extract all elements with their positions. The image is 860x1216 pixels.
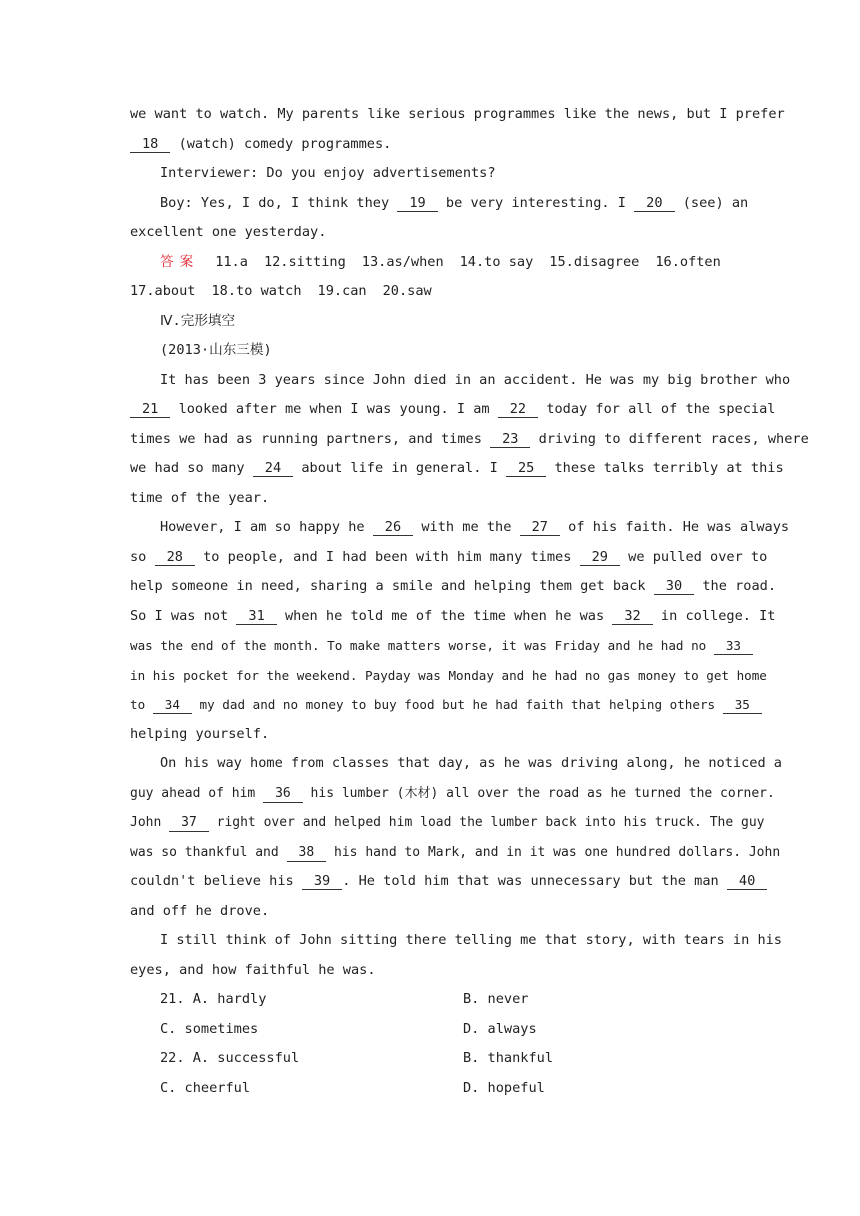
text-line — [130, 956, 732, 986]
text-line — [130, 631, 742, 661]
option-right: D. hopeful — [463, 1079, 545, 1096]
answer-item: 12.sitting — [263, 253, 346, 270]
answer-line — [130, 248, 732, 278]
answer-line — [130, 277, 732, 307]
text-line — [130, 159, 732, 189]
text: these talks terribly at this — [554, 460, 784, 476]
text: so — [130, 548, 147, 565]
blank-26: 26 — [373, 519, 413, 536]
option-right: D. always — [463, 1020, 537, 1037]
blank-37: 37 — [169, 815, 209, 832]
answer-label: 答案 — [160, 253, 200, 270]
blank-40: 40 — [727, 873, 767, 890]
text-line — [130, 130, 732, 160]
text-line — [130, 189, 749, 219]
blank-25: 25 — [506, 460, 546, 477]
text-line — [130, 395, 776, 425]
option-row — [130, 1074, 732, 1104]
option-row — [130, 985, 732, 1015]
text: However, I am so happy he — [160, 519, 365, 535]
text: times we had as running partners, and times — [130, 430, 482, 447]
text: . He told him that was unnecessary but the man — [342, 873, 719, 889]
text: It has been 3 years since John died in an accident. He was my big brother who — [160, 371, 791, 388]
option-left: C. sometimes — [160, 1020, 259, 1037]
text: was so thankful and — [130, 844, 279, 860]
text: we had so many — [130, 460, 245, 476]
text: with me the — [421, 519, 512, 535]
text-line — [130, 779, 775, 809]
text: couldn't believe his — [130, 873, 294, 889]
text: my dad and no money to buy food but he had faith that helping others — [199, 697, 716, 712]
text-line — [130, 366, 791, 396]
blank-30: 30 — [654, 578, 694, 595]
blank-39: 39 — [302, 873, 342, 890]
text: (see) an — [682, 194, 749, 211]
text: I still think of John sitting there telling me that story, with tears in his — [160, 932, 782, 948]
text: Ⅳ.完形填空 — [160, 312, 236, 329]
answer-item: 17.about — [130, 283, 196, 299]
text: his hand to Mark, and in it was one hundred dollars. John — [334, 844, 781, 860]
text: eyes, and how faithful he was. — [130, 961, 376, 978]
text: help someone in need, sharing a smile and helping them get back — [130, 578, 646, 594]
section-source — [130, 336, 732, 366]
text: So I was not — [130, 607, 229, 624]
text-line — [130, 808, 765, 838]
text-line — [130, 572, 777, 602]
blank-34: 34 — [153, 697, 192, 714]
text: when he told me of the time when he was — [284, 607, 605, 624]
text: Interviewer: Do you enjoy advertisements? — [160, 165, 496, 181]
text: his lumber (木材) all over the road as he turned the corner. — [310, 785, 775, 801]
text-line — [130, 838, 781, 868]
text: driving to different races, where — [538, 430, 809, 447]
text-line — [130, 100, 785, 130]
option-left: 22. A. successful — [160, 1050, 300, 1066]
text: Boy: Yes, I do, I think they — [160, 194, 390, 211]
option-row — [130, 1044, 732, 1074]
text-line — [130, 484, 732, 514]
text: John — [130, 815, 162, 830]
text-line — [130, 661, 767, 691]
blank-31: 31 — [236, 608, 276, 625]
text: excellent one yesterday. — [130, 224, 327, 240]
text: about life in general. I — [301, 460, 498, 476]
answer-item: 18.to watch — [211, 283, 302, 299]
text: in college. It — [660, 607, 776, 624]
answer-item: 16.often — [655, 253, 721, 270]
text-line — [130, 218, 732, 248]
text: helping yourself. — [130, 725, 270, 742]
text: and off he drove. — [130, 902, 270, 919]
answer-item: 11.a — [215, 253, 248, 270]
text: today for all of the special — [546, 401, 776, 417]
text-line — [130, 897, 732, 927]
blank-32: 32 — [612, 608, 652, 625]
option-left: C. cheerful — [160, 1079, 251, 1096]
blank-38: 38 — [287, 845, 327, 862]
blank-23: 23 — [490, 431, 530, 448]
text: (watch) comedy programmes. — [178, 135, 392, 152]
answer-item: 19.can — [317, 283, 367, 299]
blank-18: 18 — [130, 136, 170, 153]
text: be very interesting. I — [445, 194, 626, 211]
answer-item: 20.saw — [382, 283, 432, 299]
blank-20: 20 — [634, 195, 674, 212]
text: On his way home from classes that day, as he was driving along, he noticed a — [160, 755, 782, 771]
text-line — [130, 720, 732, 750]
blank-21: 21 — [130, 401, 170, 418]
text-line — [130, 513, 790, 543]
blank-24: 24 — [253, 460, 293, 477]
option-left: 21. A. hardly — [160, 991, 267, 1007]
text: looked after me when I was young. I am — [178, 401, 490, 417]
document-body — [130, 100, 809, 1103]
section-title — [130, 307, 732, 337]
text-line — [130, 543, 768, 573]
text-line — [130, 602, 776, 632]
blank-22: 22 — [498, 401, 538, 418]
answer-item: 15.disagree — [549, 253, 640, 270]
text: to people, and I had been with him many times — [203, 548, 572, 565]
text: was the end of the month. To make matters worse, it was Friday and he had no — [130, 638, 707, 653]
text: right over and helped him load the lumber back into his truck. The guy — [216, 815, 765, 830]
option-right: B. thankful — [463, 1050, 554, 1066]
answer-item: 14.to say — [459, 253, 534, 270]
blank-35: 35 — [723, 697, 762, 714]
answer-item: 13.as/when — [361, 253, 444, 270]
text-line — [130, 926, 782, 956]
text: time of the year. — [130, 489, 270, 506]
option-right: B. never — [463, 991, 529, 1007]
text: we want to watch. My parents like serious programmes like the news, but I prefer — [130, 106, 785, 122]
text-line — [130, 690, 750, 720]
text: in his pocket for the weekend. Payday was Monday and he had no gas money to get home — [130, 667, 767, 683]
option-row — [130, 1015, 732, 1045]
blank-28: 28 — [155, 549, 195, 566]
blank-33: 33 — [714, 638, 753, 655]
text-line — [130, 867, 756, 897]
text: guy ahead of him — [130, 785, 256, 801]
text-line — [130, 425, 809, 455]
text: (2013·山东三模) — [160, 342, 272, 358]
blank-36: 36 — [263, 786, 303, 803]
text-line — [130, 749, 782, 779]
text: of his faith. He was always — [568, 519, 790, 535]
text: to — [130, 697, 146, 712]
text: the road. — [702, 578, 777, 594]
blank-19: 19 — [397, 195, 437, 212]
blank-27: 27 — [520, 519, 560, 536]
text: we pulled over to — [628, 548, 768, 565]
text-line — [130, 454, 784, 484]
blank-29: 29 — [580, 549, 620, 566]
